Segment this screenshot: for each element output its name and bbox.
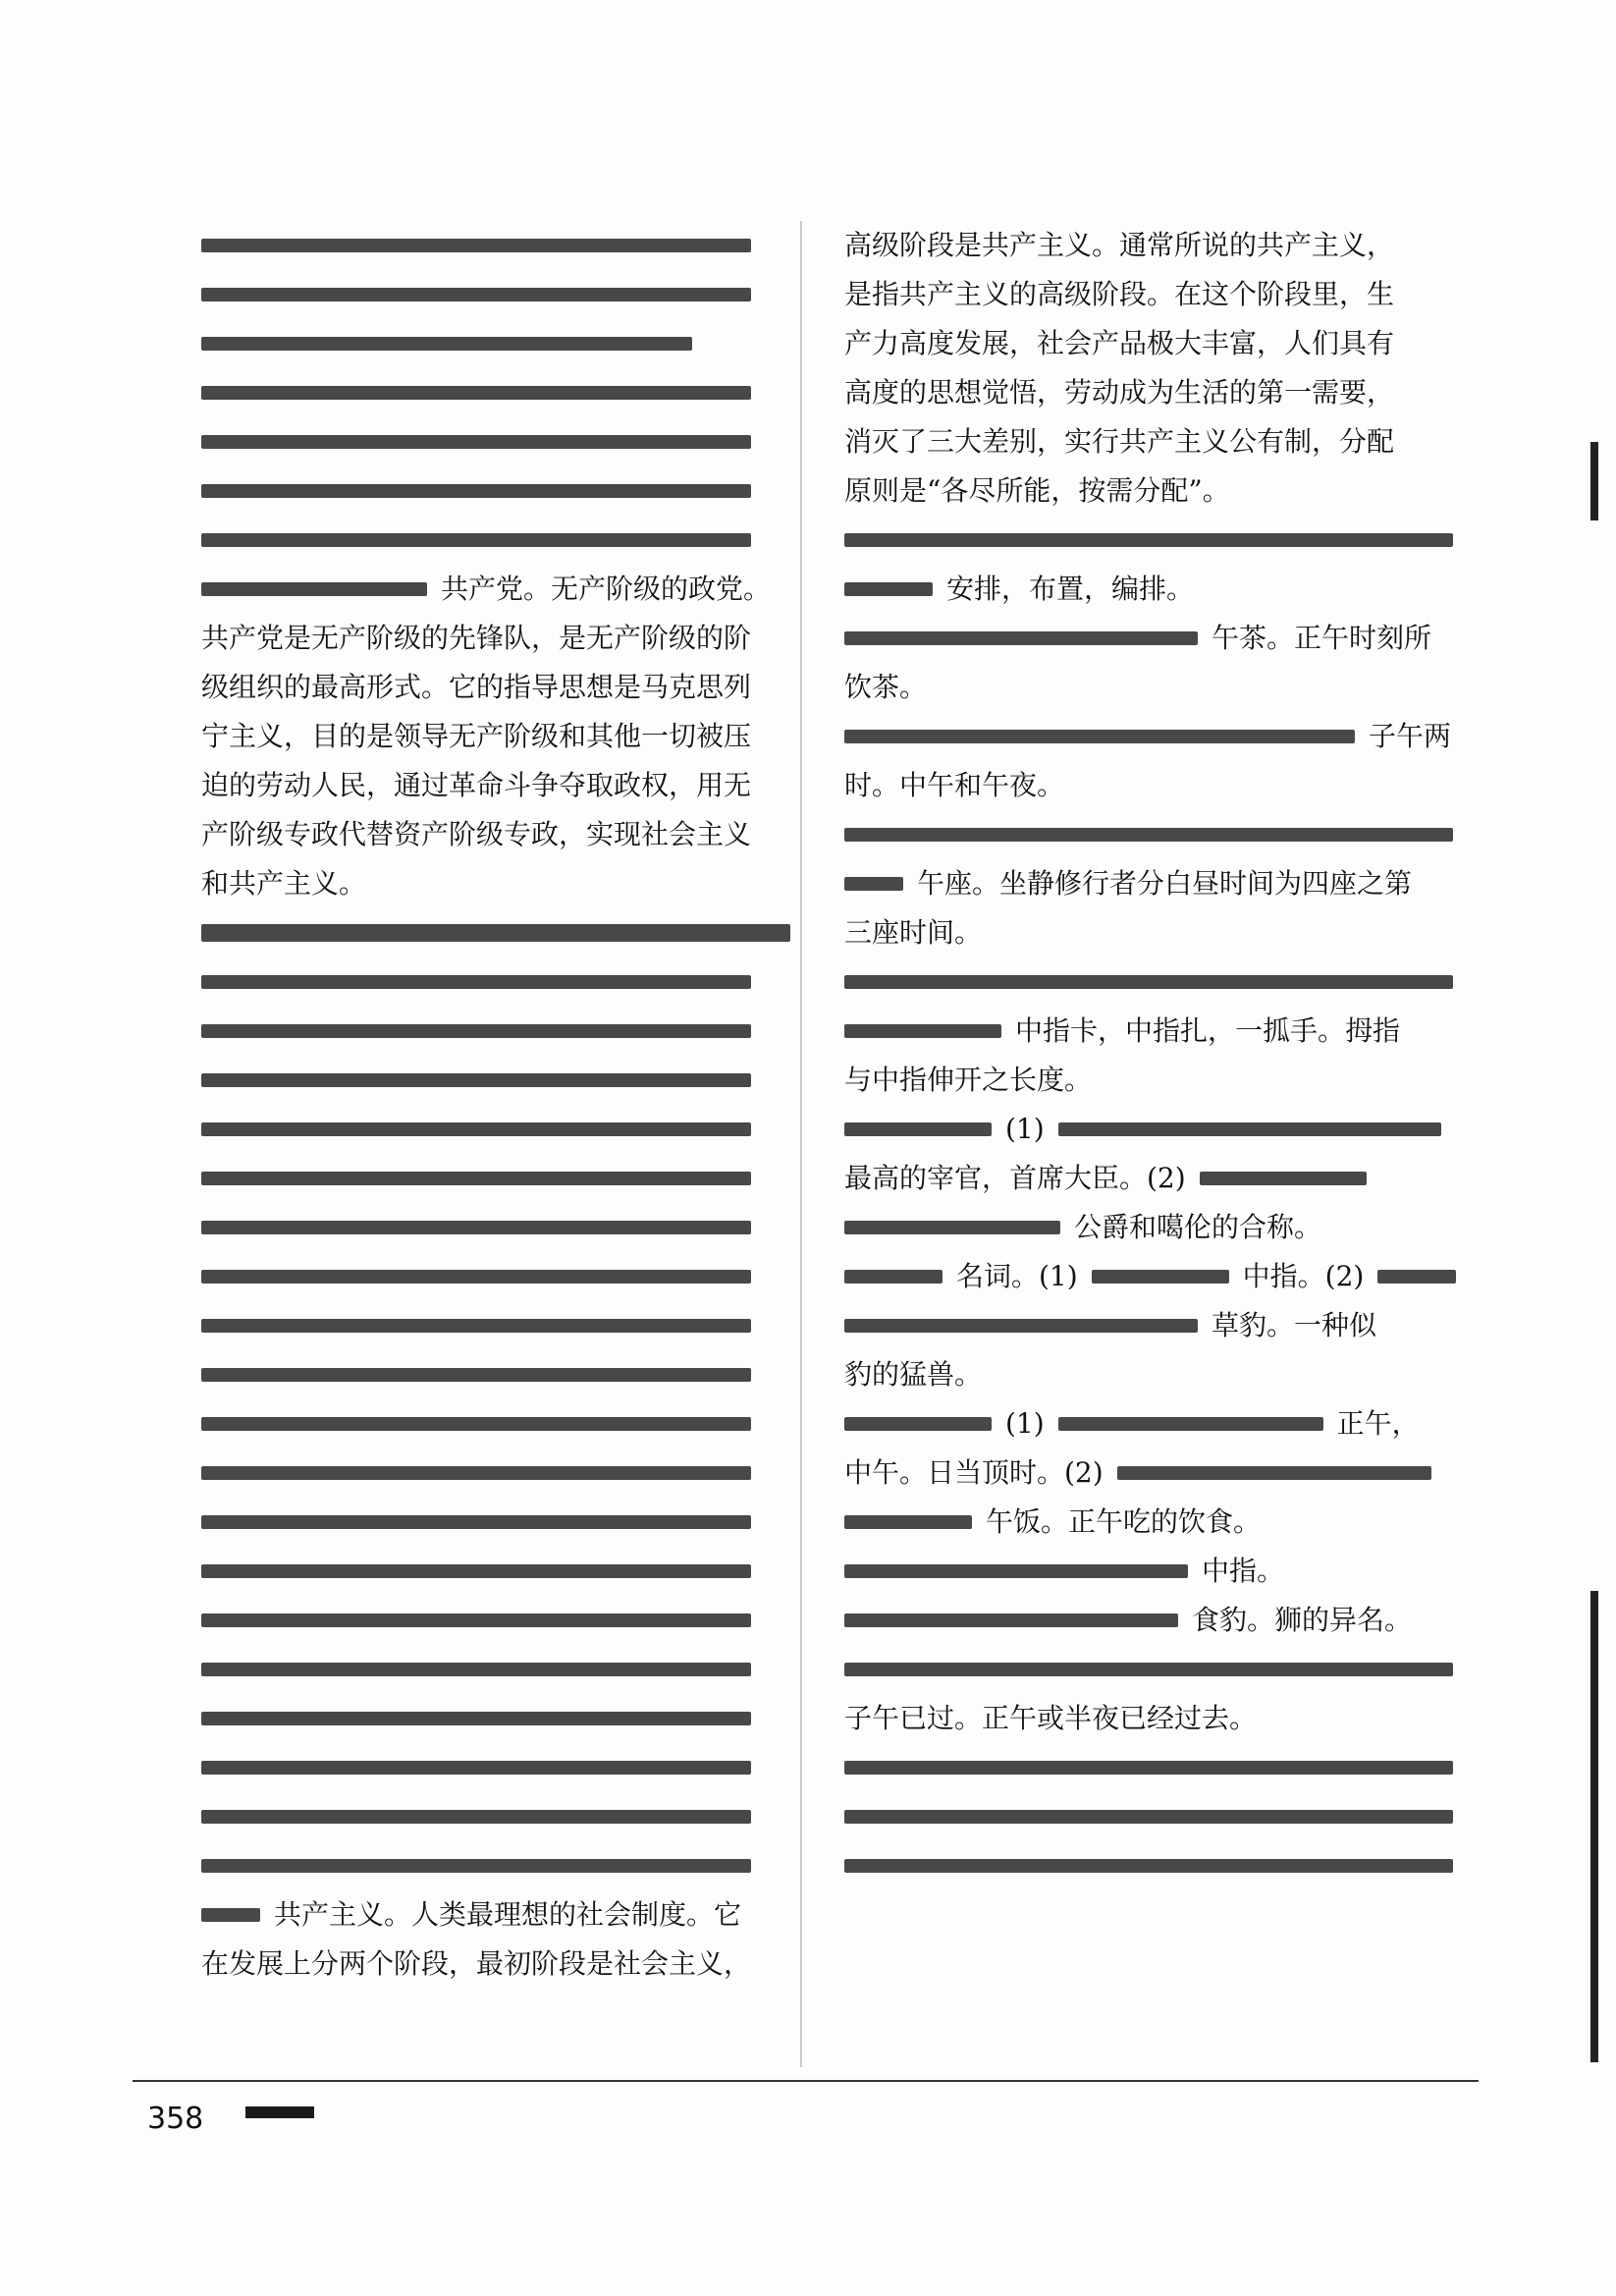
- edge-mark: [1590, 442, 1598, 520]
- text-line: 在发展上分两个阶段，最初阶段是社会主义，: [201, 1947, 752, 1980]
- text-line: 高级阶段是共产主义。通常所说的共产主义，: [844, 229, 1395, 261]
- column-divider: [800, 221, 802, 2067]
- text-line: (1): [1005, 1407, 1045, 1440]
- text-line: 共产党。无产阶级的政党。: [441, 573, 772, 605]
- text-line: 级组织的最高形式。它的指导思想是马克思列: [201, 671, 752, 703]
- right-column: [844, 221, 1473, 1890]
- text-line: 共产主义。人类最理想的社会制度。它: [274, 1898, 742, 1931]
- text-line: 与中指伸开之长度。: [844, 1064, 1093, 1096]
- text-line: 是指共产主义的高级阶段。在这个阶段里，生: [844, 278, 1395, 310]
- text-line: 时。中午和午夜。: [844, 769, 1065, 801]
- text-line: 共产党是无产阶级的先锋队，是无产阶级的阶: [201, 622, 752, 654]
- running-footer: [245, 2106, 314, 2118]
- text-line: 草豹。一种似: [1212, 1309, 1377, 1341]
- text-line: 午茶。正午时刻所: [1212, 622, 1432, 654]
- edge-mark: [1590, 1591, 1598, 2062]
- left-column: [201, 221, 800, 1989]
- text-line: 原则是“各尽所能，按需分配”。: [844, 474, 1230, 507]
- text-line: 名词。(1): [956, 1260, 1078, 1292]
- text-line: 午座。坐静修行者分白昼时间为四座之第: [917, 867, 1413, 900]
- text-line: 安排，布置，编排。: [946, 573, 1195, 605]
- text-line: 饮茶。: [844, 671, 928, 703]
- text-line: 最高的宰官，首席大臣。(2): [844, 1162, 1186, 1194]
- page-number: 358: [147, 2102, 204, 2136]
- text-line: 中指。(2): [1242, 1260, 1365, 1292]
- text-line: 中指。: [1202, 1555, 1285, 1587]
- text-line: 公爵和噶伦的合称。: [1074, 1211, 1322, 1243]
- text-line: 三座时间。: [844, 916, 983, 949]
- text-line: 子午两: [1369, 720, 1452, 752]
- text-line: 产阶级专政代替资产阶级专政，实现社会主义: [201, 818, 752, 850]
- text-line: 宁主义，目的是领导无产阶级和其他一切被压: [201, 720, 752, 752]
- text-line: (1): [1005, 1113, 1045, 1145]
- text-line: 高度的思想觉悟，劳动成为生活的第一需要，: [844, 376, 1395, 409]
- text-line: 正午，: [1336, 1407, 1420, 1440]
- bottom-rule: [133, 2080, 1479, 2082]
- text-line: 产力高度发展，社会产品极大丰富，人们具有: [844, 327, 1395, 359]
- text-line: 迫的劳动人民，通过革命斗争夺取政权，用无: [201, 769, 752, 801]
- text-line: 食豹。狮的异名。: [1192, 1604, 1413, 1636]
- text-line: 中午。日当顶时。(2): [844, 1456, 1104, 1489]
- text-line: 豹的猛兽。: [844, 1358, 983, 1391]
- text-line: 子午已过。正午或半夜已经过去。: [844, 1702, 1258, 1734]
- text-line: 午饭。正午吃的饮食。: [986, 1505, 1262, 1538]
- text-line: 消灭了三大差别，实行共产主义公有制，分配: [844, 425, 1395, 458]
- text-line: 中指卡，中指扎，一㧓手。拇指: [1015, 1014, 1401, 1047]
- text-line: 和共产主义。: [201, 867, 367, 900]
